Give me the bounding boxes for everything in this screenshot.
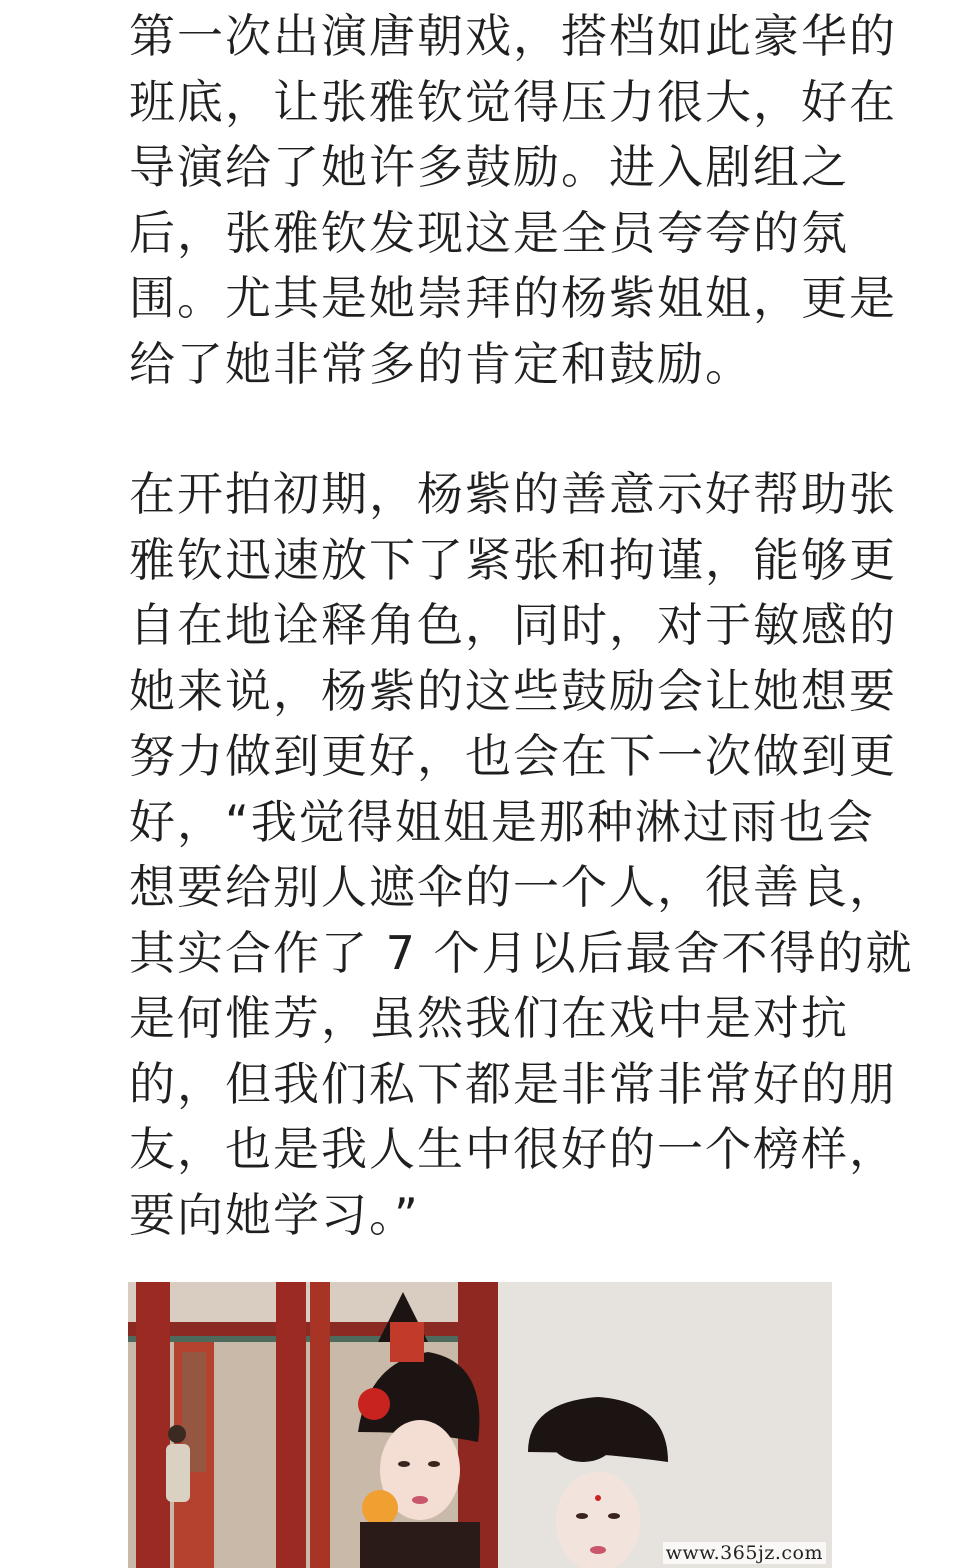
paragraph-2 bbox=[129, 462, 914, 1248]
text-line: 好，“我觉得姐姐是那种淋过雨也会 bbox=[129, 794, 875, 849]
red-pillar bbox=[136, 1282, 170, 1568]
text-line: 雅钦迅速放下了紧张和拘谨，能够更 bbox=[129, 532, 897, 587]
text-line: 后，张雅钦发现这是全员夸夸的氛 bbox=[129, 205, 849, 260]
text-line: 给了她非常多的肯定和鼓励。 bbox=[129, 336, 753, 391]
article-photo bbox=[128, 1282, 832, 1568]
article-body bbox=[129, 4, 914, 1248]
text-line: 班底，让张雅钦觉得压力很大，好在 bbox=[129, 74, 897, 129]
red-pillar bbox=[276, 1282, 306, 1568]
text-line: 在开拍初期，杨紫的善意示好帮助张 bbox=[129, 467, 897, 521]
watermark-text: www.365jz.com bbox=[663, 1542, 826, 1564]
text-line: 友，也是我人生中很好的一个榜样， bbox=[129, 1122, 897, 1176]
text-line: 她来说，杨紫的这些鼓励会让她想要 bbox=[129, 663, 897, 718]
text-line: 要向她学习。” bbox=[129, 1187, 420, 1242]
background-figure bbox=[166, 1444, 190, 1502]
red-flower bbox=[358, 1388, 390, 1420]
text-line: 努力做到更好，也会在下一次做到更 bbox=[129, 729, 897, 783]
text-line: 自在地诠释角色，同时，对于敏感的 bbox=[129, 598, 897, 652]
text-line: 第一次出演唐朝戏，搭档如此豪华的 bbox=[129, 9, 897, 63]
photo-illustration bbox=[128, 1282, 832, 1568]
text-line: 想要给别人遮伞的一个人，很善良， bbox=[129, 860, 897, 914]
text-line: 是何惟芳，虽然我们在戏中是对抗 bbox=[129, 991, 849, 1045]
text-line: 其实合作了 7 个月以后最舍不得的就 bbox=[129, 925, 914, 980]
paragraph-1 bbox=[129, 4, 897, 397]
text-line: 的，但我们私下都是非常非常好的朋 bbox=[129, 1056, 897, 1111]
headdress-ornament bbox=[390, 1322, 424, 1362]
text-line: 围。尤其是她崇拜的杨紫姐姐，更是 bbox=[129, 271, 897, 325]
text-line: 导演给了她许多鼓励。进入剧组之 bbox=[129, 140, 849, 194]
paragraph-spacer bbox=[129, 397, 839, 462]
